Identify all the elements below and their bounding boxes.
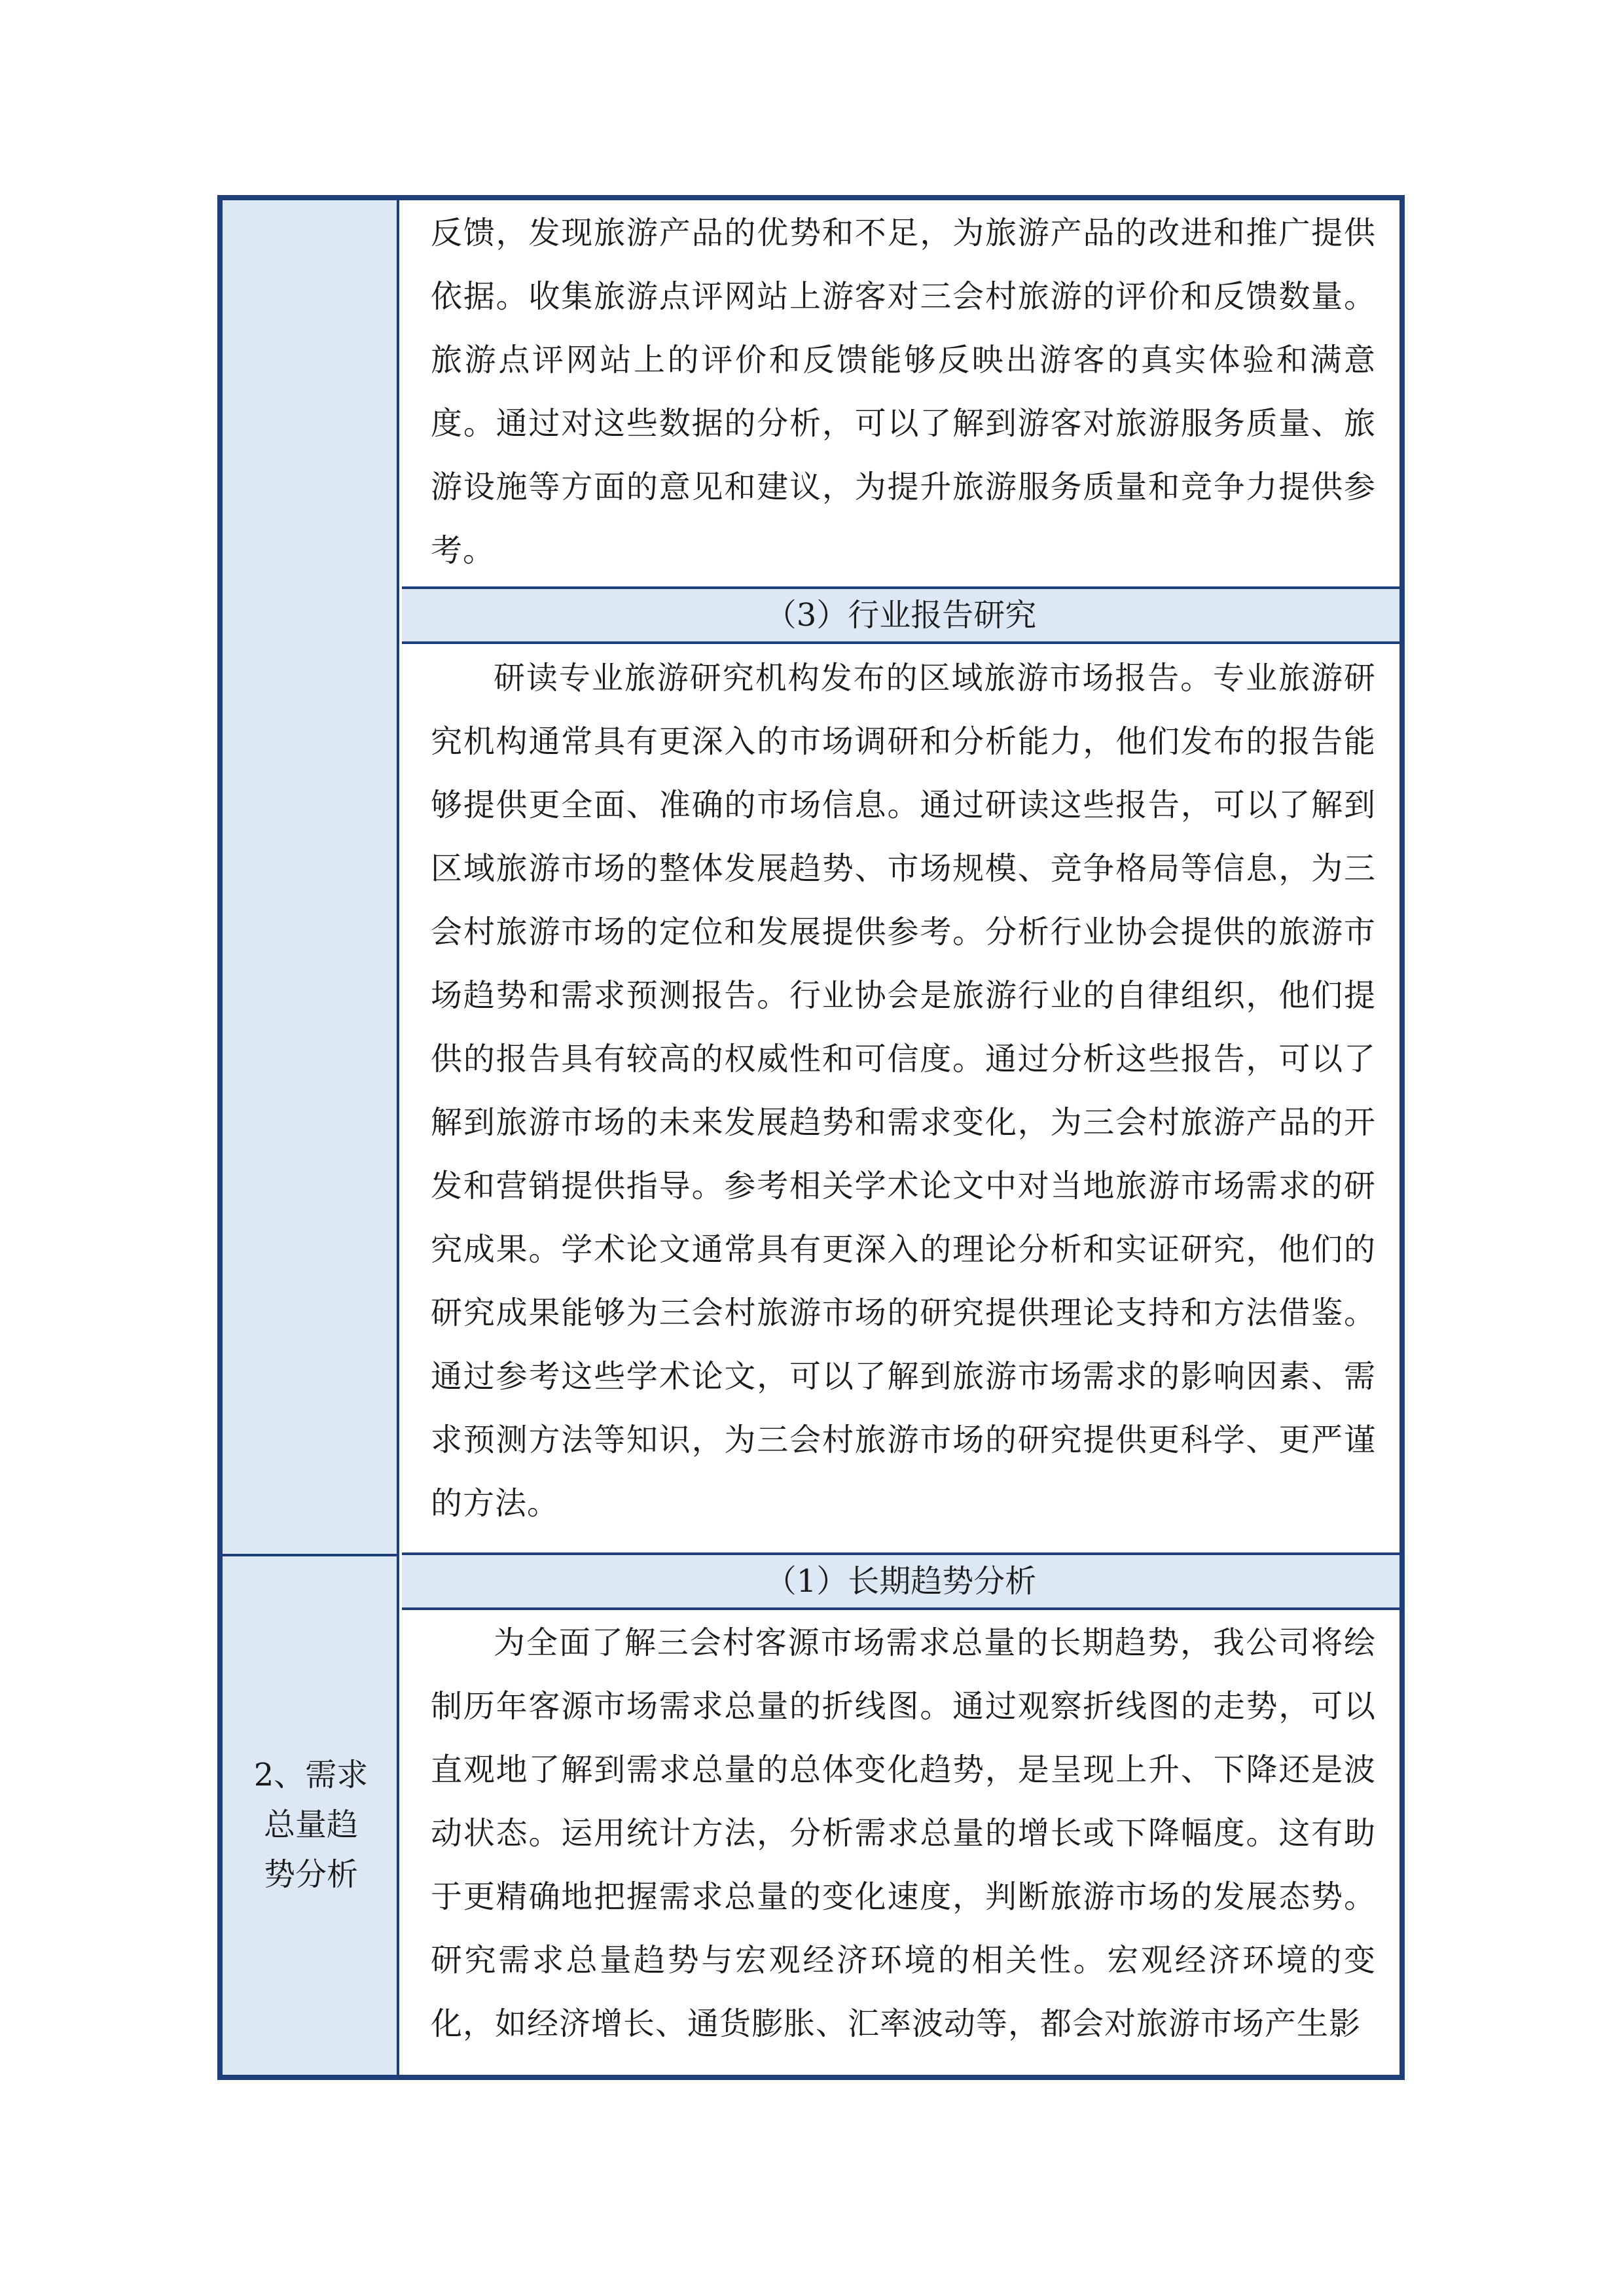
- text-block-industry-report: [431, 647, 1376, 1535]
- paragraph: 研读专业旅游研究机构发布的区域旅游市场报告。专业旅游研究机构通常具有更深入的市场调研和分析能力，他们发布的报告能够提供更全面、准确的市场信息。通过研读这些报告，可以了解到区域旅游市场的整体发展趋势、市场规模、竞争格局等信息，为三会村旅游市场的定位和发展提供参考。分析行业协会提供的旅游市场趋势和需求预测报告。行业协会是旅游行业的自律组织，他们提供的报告具有较高的权威性和可信度。通过分析这些报告，可以了解到旅游市场的未来发展趋势和需求变化，为三会村旅游产品的开发和营销提供指导。参考相关学术论文中对当地旅游市场需求的研究成果。学术论文通常具有更深入的理论分析和实证研究，他们的研究成果能够为三会村旅游市场的研究提供理论支持和方法借鉴。通过参考这些学术论文，可以了解到旅游市场需求的影响因素、需求预测方法等知识，为三会村旅游市场的研究提供更科学、更严谨的方法。: [431, 660, 1376, 1522]
- left-category-column: [223, 200, 399, 2075]
- section-label-line: 总量趋: [263, 1806, 358, 1843]
- text-block-long-term-trend: [431, 1611, 1376, 2056]
- text-block-feedback: [431, 202, 1376, 583]
- section-divider: [223, 1554, 397, 1556]
- subheader-title: （3）行业报告研究: [765, 597, 1037, 634]
- subheader-long-term-trend: [402, 1552, 1399, 1610]
- subheader-industry-report: [402, 586, 1399, 644]
- document-table: [217, 195, 1405, 2080]
- subheader-title: （1）长期趋势分析: [765, 1563, 1037, 1600]
- paragraph: 为全面了解三会村客源市场需求总量的长期趋势，我公司将绘制历年客源市场需求总量的折线图。通过观察折线图的走势，可以直观地了解到需求总量的总体变化趋势，是呈现上升、下降还是波动状态。运用统计方法，分析需求总量的增长或下降幅度。这有助于更精确地把握需求总量的变化速度，判断旅游市场的发展态势。研究需求总量趋势与宏观经济环境的相关性。宏观经济环境的变化，如经济增长、通货膨胀、汇率波动等，都会对旅游市场产生影: [431, 1624, 1376, 2042]
- section-label-line: 2、需求: [253, 1757, 369, 1793]
- paragraph: 反馈，发现旅游产品的优势和不足，为旅游产品的改进和推广提供依据。收集旅游点评网站上游客对三会村旅游的评价和反馈数量。旅游点评网站上的评价和反馈能够反映出游客的真实体验和满意度。通过对这些数据的分析，可以了解到游客对旅游服务质量、旅游设施等方面的意见和建议，为提升旅游服务质量和竞争力提供参考。: [431, 215, 1376, 569]
- section-label-demand-trend: [223, 1750, 399, 1899]
- section-label-line: 势分析: [263, 1856, 358, 1893]
- right-content-column: [402, 200, 1399, 2075]
